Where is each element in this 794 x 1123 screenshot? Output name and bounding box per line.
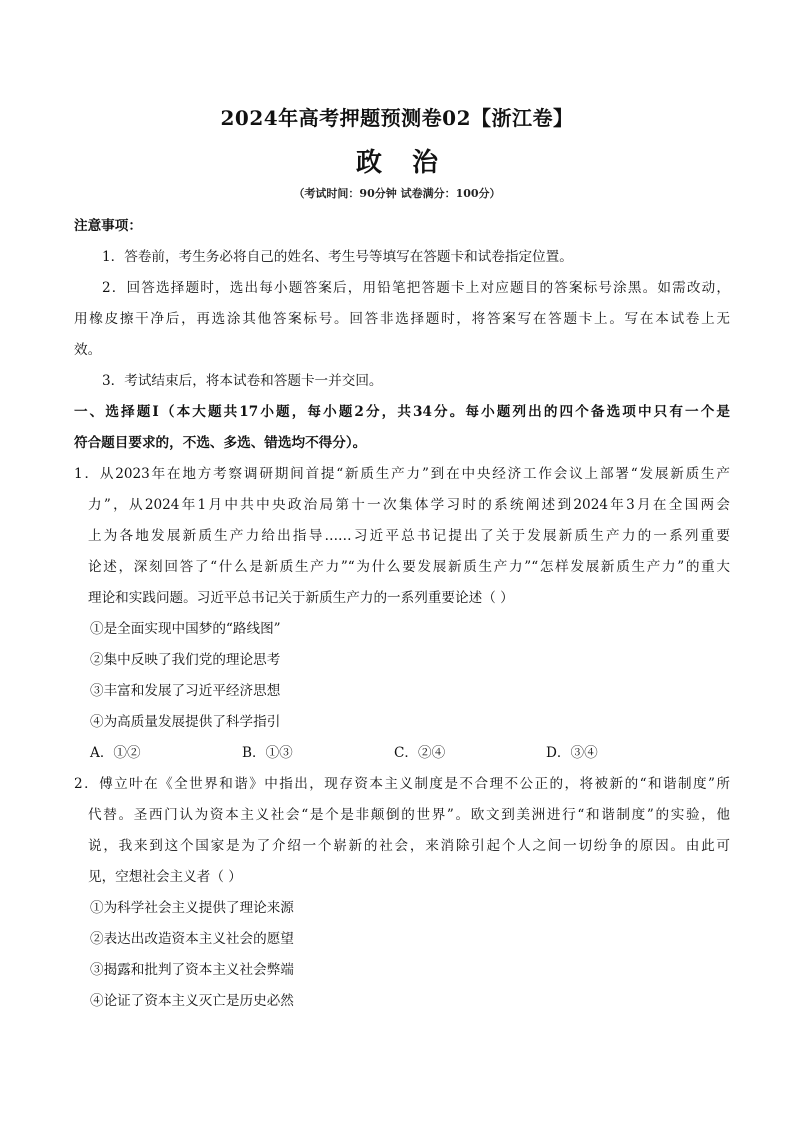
notes-item-3: 3．考试结束后，将本试卷和答题卡一并交回。	[102, 373, 383, 389]
choice-a: A．①②	[90, 745, 141, 761]
notes-item-2-line-3: 效。	[74, 342, 102, 358]
question-2-option-4: ④论证了资本主义灭亡是历史必然	[90, 993, 294, 1009]
question-1-line-5: 理论和实践问题。习近平总书记关于新质生产力的一系列重要论述（ ）	[88, 590, 514, 606]
choice-d: D．③④	[546, 745, 598, 761]
question-1-option-2: ②集中反映了我们党的理论思考	[90, 652, 281, 668]
question-2-line-4: 见，空想社会主义者（ ）	[88, 869, 242, 885]
question-2-option-2: ②表达出改造资本主义社会的愿望	[90, 931, 294, 947]
question-1-line-3: 上为各地发展新质生产力给出指导……习近平总书记提出了关于发展新质生产力的一系列重要	[88, 528, 730, 544]
question-1-line-4: 论述，深刻回答了“什么是新质生产力”“为什么要发展新质生产力”“怎样发展新质生产力”的重大	[88, 559, 730, 575]
question-1-option-4: ④为高质量发展提供了科学指引	[90, 714, 281, 730]
subject-heading: 政治	[355, 148, 468, 178]
exam-title: 2024年高考押题预测卷02【浙江卷】	[220, 106, 574, 130]
question-2-line-2: 代替。圣西门认为资本主义社会“是个是非颠倒的世界”。欧文到美洲进行“和谐制度”的实验，他	[88, 807, 730, 823]
question-1-line-2: 力”，从2024年1月中共中央政治局第十一次集体学习时的系统阐述到2024年3月在全国两会	[88, 497, 730, 513]
question-1-line-1: 1．从2023年在地方考察调研期间首提“新质生产力”到在中央经济工作会议上部署“发展新质生产	[74, 466, 730, 482]
question-2-line-3: 说，我来到这个国家是为了介绍一个崭新的社会，来消除引起个人之间一切纷争的原因。由此可	[88, 838, 730, 854]
notes-heading: 注意事项：	[74, 218, 142, 234]
notes-item-1: 1．答卷前，考生务必将自己的姓名、考生号等填写在答题卡和试卷指定位置。	[102, 249, 573, 265]
question-2-option-1: ①为科学社会主义提供了理论来源	[90, 900, 294, 916]
section-1-heading-line-1: 一、选择题Ⅰ（本大题共17小题，每小题2分，共34分。每小题列出的四个备选项中只有一个是	[74, 404, 730, 420]
question-1-choices	[74, 738, 730, 769]
exam-info: （考试时间：90分钟 试卷满分：100分）	[293, 187, 501, 200]
choice-c: C．②④	[394, 745, 446, 761]
question-2-line-1: 2．傅立叶在《全世界和谐》中指出，现存资本主义制度是不合理不公正的，将被新的“和谐制度”所	[74, 776, 730, 792]
choice-b: B．①③	[242, 745, 293, 761]
question-1-option-3: ③丰富和发展了习近平经济思想	[90, 683, 281, 699]
notes-item-2-line-1: 2．回答选择题时，选出每小题答案后，用铅笔把答题卡上对应题目的答案标号涂黑。如需改动，	[102, 280, 730, 296]
notes-item-2-line-2: 用橡皮擦干净后，再选涂其他答案标号。回答非选择题时，将答案写在答题卡上。写在本试卷上无	[74, 311, 730, 327]
section-1-heading-line-2: 符合题目要求的，不选、多选、错选均不得分）。	[74, 435, 367, 451]
exam-body	[74, 211, 730, 1017]
question-2-option-3: ③揭露和批判了资本主义社会弊端	[90, 962, 294, 978]
question-1-option-1: ①是全面实现中国梦的“路线图”	[90, 621, 281, 637]
